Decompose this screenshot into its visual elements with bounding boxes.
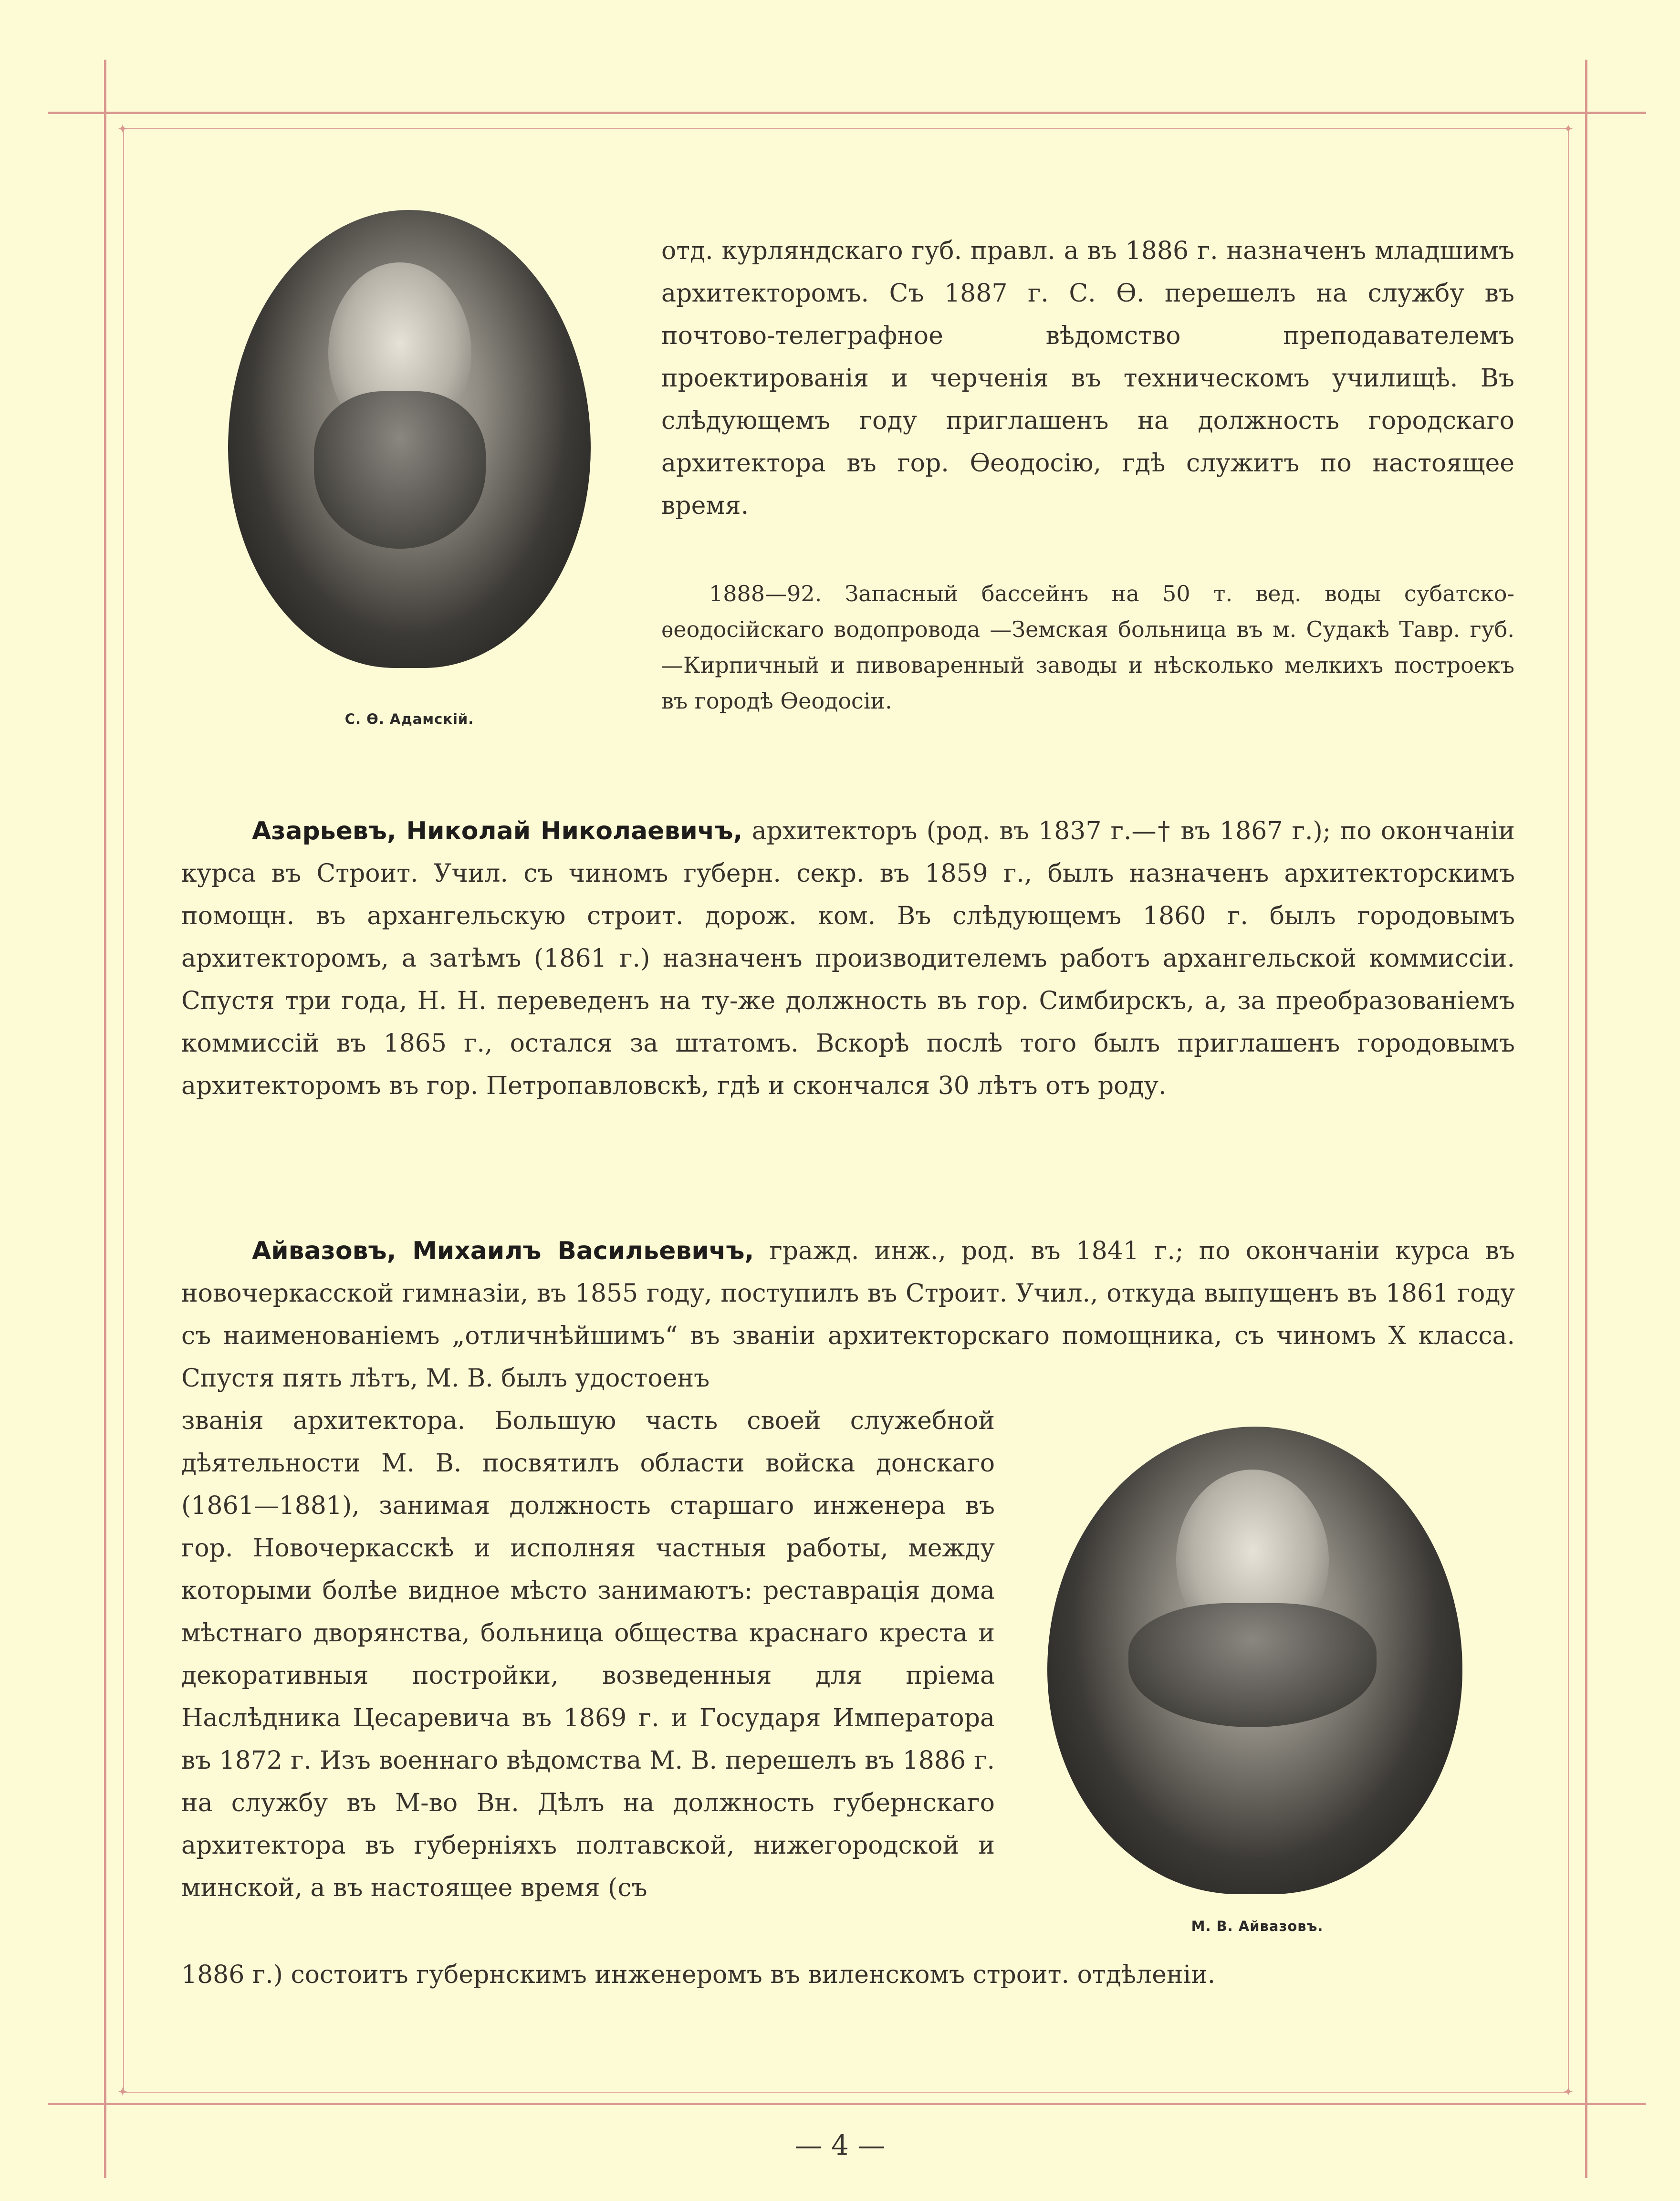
portrait-adamsky	[228, 210, 591, 668]
text-adamsky: отд. курляндскаго губ. правл. а въ 1886 г. назначенъ младшимъ архитекторомъ. Съ 1887 г. С. Ѳ. перешелъ на службу въ почтово-телеграфное вѣдомство преподавателемъ проектированія и черченія въ техническомъ училищѣ. Въ слѣдующемъ году приглашенъ на должность городскаго архитектора въ гор. Ѳеодосію, гдѣ служитъ по настоящее время.	[661, 237, 1514, 520]
frame-corner-ornament: ✦	[117, 2085, 128, 2099]
name-aivazov: Айвазовъ, Михаилъ Васильевичъ,	[252, 1237, 754, 1265]
entry-azaryev	[181, 810, 1515, 1107]
caption-aivazov: М. В. Айвазовъ.	[1191, 1918, 1324, 1934]
right-rule	[1585, 60, 1587, 2178]
bottom-rule	[48, 2103, 1646, 2105]
frame-corner-ornament: ✦	[117, 122, 128, 136]
portrait-aivazov	[1047, 1427, 1462, 1894]
text-azaryev: архитекторъ (род. въ 1837 г.—† въ 1867 г.); по окончаніи курса въ Строит. Учил. съ чиномъ губерн. секр. въ 1859 г., былъ назначенъ архитекторскимъ помощн. въ архангельскую строит. дорож. ком. Въ слѣдующемъ 1860 г. былъ городовымъ архитекторомъ, а затѣмъ (1861 г.) назначенъ производителемъ работъ архангельской коммиссіи. Спустя три года, Н. Н. переведенъ на ту-же должность въ гор. Симбирскъ, а, за преобразованіемъ коммиссій въ 1865 г., остался за штатомъ. Вскорѣ послѣ того былъ приглашенъ городовымъ архитекторомъ въ гор. Петропавловскѣ, гдѣ и скончался 30 лѣтъ отъ роду.	[181, 817, 1515, 1100]
text-aivazov-bottom: 1886 г.) состоитъ губернскимъ инженеромъ въ виленскомъ строит. отдѣленіи.	[181, 1961, 1216, 1989]
text-aivazov-side: званія архитектора. Большую часть своей служебной дѣятельности М. В. посвятилъ области войска донскаго (1861—1881), занимая должность старшаго инженера въ гор. Новочеркасскѣ и исполняя частныя работы, между которыми болѣе видное мѣсто занимаютъ: реставрація дома мѣстнаго дворянства, больница общества краснаго креста и декоративныя постройки, возведенныя для пріема Наслѣдника Цесаревича въ 1869 г. и Государя Императора въ 1872 г. Изъ военнаго вѣдомства М. В. перешелъ въ 1886 г. на службу въ М-во Вн. Дѣлъ на должность губернскаго архитектора въ губерніяхъ полтавской, нижегородской и минской, а въ настоящее время (съ	[181, 1407, 995, 1902]
name-azaryev: Азарьевъ, Николай Николаевичъ,	[252, 817, 743, 845]
top-rule	[48, 112, 1646, 114]
portrait-beard	[314, 391, 486, 549]
left-rule	[104, 60, 106, 2178]
text-aivazov-top: гражд. инж., род. въ 1841 г.; по окончаніи курса въ новочеркасской гимназіи, въ 1855 году, поступилъ въ Строит. Учил., откуда выпущенъ въ 1861 году съ наименованіемъ „отличнѣйшимъ“ въ званіи архитекторскаго помощника, съ чиномъ X класса. Спустя пять лѣтъ, М. В. былъ удостоенъ	[181, 1237, 1515, 1393]
caption-adamsky: С. Ѳ. Адамскій.	[344, 711, 474, 727]
frame-corner-ornament: ✦	[1563, 122, 1574, 136]
frame-corner-ornament: ✦	[1563, 2085, 1574, 2099]
page-number: — 4 —	[794, 2129, 886, 2161]
portrait-beard	[1128, 1603, 1377, 1727]
works-adamsky: 1888—92. Запасный бассейнъ на 50 т. вед. воды субатско-ѳеодосійскаго водопровода —Земская больница въ м. Судакѣ Тавр. губ.—Кирпичный и пивоваренный заводы и нѣсколько мелкихъ построекъ въ городѣ Ѳеодосіи.	[661, 581, 1514, 714]
entry-aivazov-top	[181, 1230, 1515, 1400]
